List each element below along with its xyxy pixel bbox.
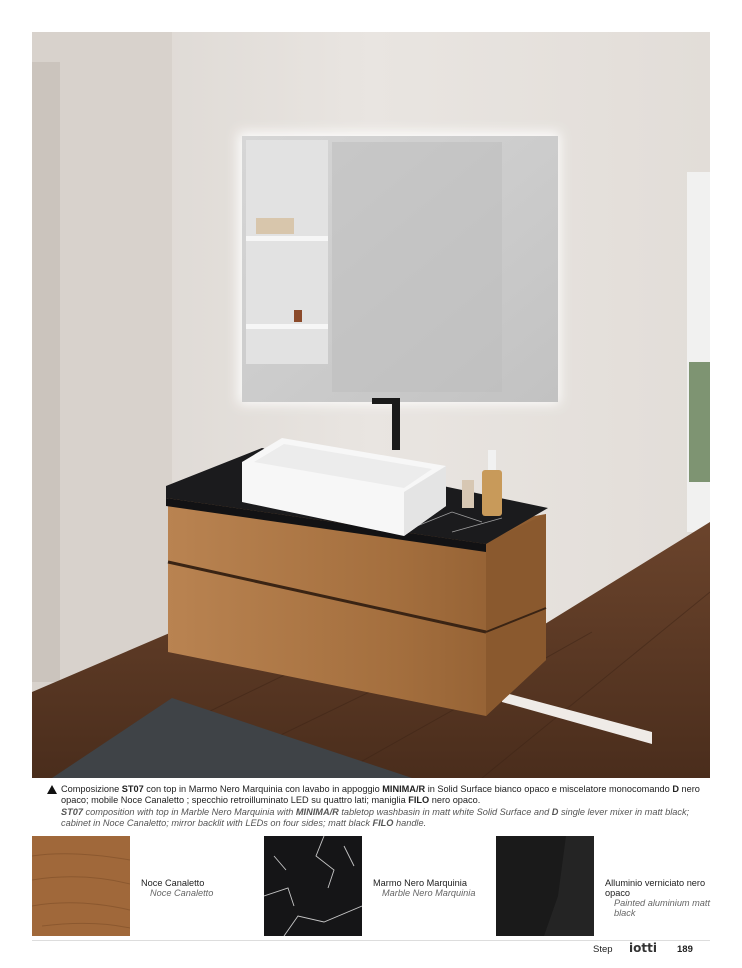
- swatch-label-it: Marmo Nero Marquinia: [373, 878, 467, 888]
- caption-text: in Solid Surface bianco opaco e miscelatore monocomando: [425, 784, 673, 794]
- footer-divider: [32, 940, 710, 941]
- caption-italian: [47, 784, 713, 805]
- caption: [47, 784, 713, 828]
- swatch-alluminio-nero: [496, 836, 594, 936]
- caption-text: single lever mixer in matt black; cabinet in Noce Canaletto; mirror backlit with LEDs on four sides; matt black: [61, 807, 690, 828]
- swatch-label-marmo: [373, 878, 488, 898]
- bathroom-photo: [32, 32, 710, 778]
- caption-bold-term: D: [551, 807, 559, 817]
- triangle-up-icon: [47, 785, 57, 794]
- swatch-label-it: Alluminio verniciato nero opaco: [605, 878, 706, 898]
- caption-english: [47, 807, 713, 828]
- footer-section: Step: [593, 944, 613, 955]
- swatch-label-noce: [141, 878, 256, 898]
- brand-logo: [629, 941, 665, 959]
- caption-text: con top in Marmo Nero Marquinia con lavabo in appoggio: [143, 784, 383, 794]
- swatch-noce-canaletto: [32, 836, 130, 936]
- caption-bold-term: ST07: [61, 807, 83, 817]
- swatch-marmo-nero: [264, 836, 362, 936]
- caption-bold-term: FILO: [408, 794, 430, 805]
- caption-text: nero opaco.: [429, 794, 481, 805]
- caption-bold-term: MINIMA/R: [382, 784, 426, 794]
- swatch-label-en: Noce Canaletto: [150, 888, 214, 898]
- swatch-label-it: Noce Canaletto: [141, 878, 205, 888]
- caption-text: composition with top in Marble Nero Marquinia with: [82, 807, 296, 817]
- swatch-label-alluminio: [605, 878, 720, 918]
- caption-text: handle.: [393, 817, 427, 828]
- swatch-label-en: Marble Nero Marquinia: [382, 888, 476, 898]
- page-number: 189: [677, 944, 693, 955]
- caption-bold-term: ST07: [121, 784, 144, 794]
- brand-name: iotti: [629, 941, 657, 955]
- caption-bold-term: MINIMA/R: [295, 807, 339, 817]
- swatch-label-en: Painted aluminium matt black: [614, 898, 711, 918]
- caption-text: nero opaco; mobile Noce Canaletto ; specchio retroilluminato LED su quattro lati; maniglia: [61, 784, 700, 805]
- caption-bold-term: FILO: [372, 817, 394, 828]
- caption-text: tabletop washbasin in matt white Solid Surface and: [338, 807, 552, 817]
- caption-bold-term: D: [672, 784, 679, 794]
- caption-text: Composizione: [61, 784, 122, 794]
